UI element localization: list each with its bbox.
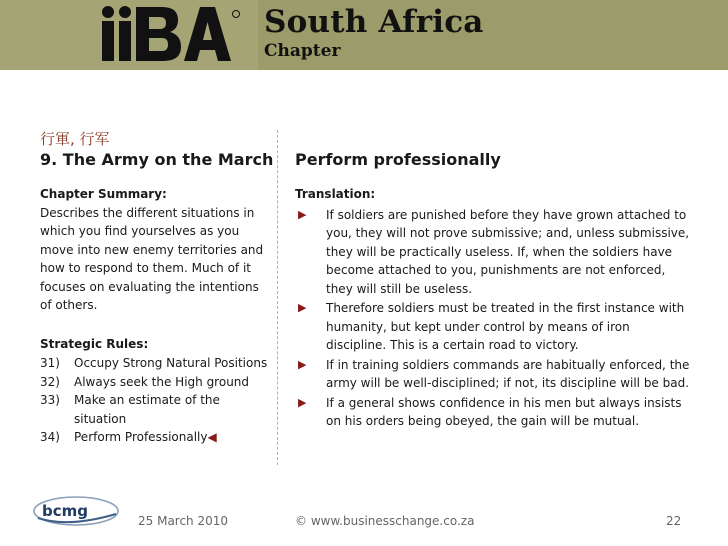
chapter-heading: 9. The Army on the March bbox=[40, 150, 274, 169]
header-title: South Africa bbox=[264, 4, 484, 40]
page-number: 22 bbox=[666, 514, 682, 528]
strategic-rules-list bbox=[40, 335, 270, 447]
bcmg-logo-text: bcmg bbox=[42, 502, 88, 520]
rule-number: 33) bbox=[40, 393, 60, 407]
footer-copyright: © www.businesschange.co.za bbox=[295, 514, 475, 528]
list-item bbox=[295, 299, 690, 355]
translation-list bbox=[295, 206, 690, 431]
list-item bbox=[40, 354, 270, 373]
list-item bbox=[40, 428, 270, 447]
bullet-text: If a general shows confidence in his men but always insists on his orders being obeyed, the gain will be mutual. bbox=[326, 395, 682, 428]
header-band bbox=[0, 0, 728, 70]
section-heading: Perform professionally bbox=[295, 150, 501, 169]
bullet-arrow-icon: ▶ bbox=[298, 357, 307, 371]
rule-text: Occupy Strong Natural Positions bbox=[74, 356, 268, 370]
column-divider bbox=[277, 130, 278, 465]
rule-number: 32) bbox=[40, 374, 60, 389]
footer-date: 25 March 2010 bbox=[138, 514, 229, 528]
rule-number: 31) bbox=[40, 356, 60, 370]
rule-text: Always seek the High ground bbox=[74, 374, 250, 389]
bullet-text: If in training soldiers commands are habitually enforced, the army will be well-disciplined; if not, its discipline will be bad. bbox=[326, 357, 690, 390]
bullet-text: Therefore soldiers must be treated in the first instance with humanity, but kept under control by means of iron discipline. This is a certain road to victory. bbox=[326, 301, 685, 352]
header-subtitle: Chapter bbox=[264, 41, 341, 61]
right-column bbox=[295, 185, 690, 432]
chinese-title: 行軍, 行军 bbox=[40, 130, 110, 148]
rules-label: Strategic Rules: bbox=[40, 336, 149, 351]
rule-text: Perform Professionally bbox=[74, 430, 208, 444]
list-item bbox=[40, 373, 270, 392]
current-marker-icon: ◀ bbox=[207, 430, 217, 444]
iiba-logo bbox=[100, 4, 240, 62]
summary-label: Chapter Summary: bbox=[40, 187, 167, 201]
rule-text: Make an estimate of the situation bbox=[74, 393, 220, 426]
list-item bbox=[295, 356, 690, 393]
left-column bbox=[40, 185, 270, 447]
bullet-arrow-icon: ▶ bbox=[298, 301, 307, 314]
bullet-text: If soldiers are punished before they have grown attached to you, they will not prove submissive; and, unless submissive, they will be practically useless. If, when the soldiers have become attached to you, punishments are not enforced, they will still be useless. bbox=[326, 207, 690, 296]
bcmg-logo bbox=[28, 494, 128, 534]
list-item bbox=[295, 394, 690, 431]
list-item bbox=[40, 391, 270, 428]
summary-text: Describes the different situations in which you find yourselves as you move into new enemy territories and how to respond to them. Much of it focuses on evaluating the intentions of others. bbox=[40, 205, 264, 312]
list-item bbox=[295, 206, 690, 299]
translation-label: Translation: bbox=[295, 187, 376, 201]
bullet-arrow-icon: ▶ bbox=[298, 395, 307, 409]
bullet-arrow-icon: ▶ bbox=[298, 207, 307, 221]
rule-number: 34) bbox=[40, 430, 60, 444]
